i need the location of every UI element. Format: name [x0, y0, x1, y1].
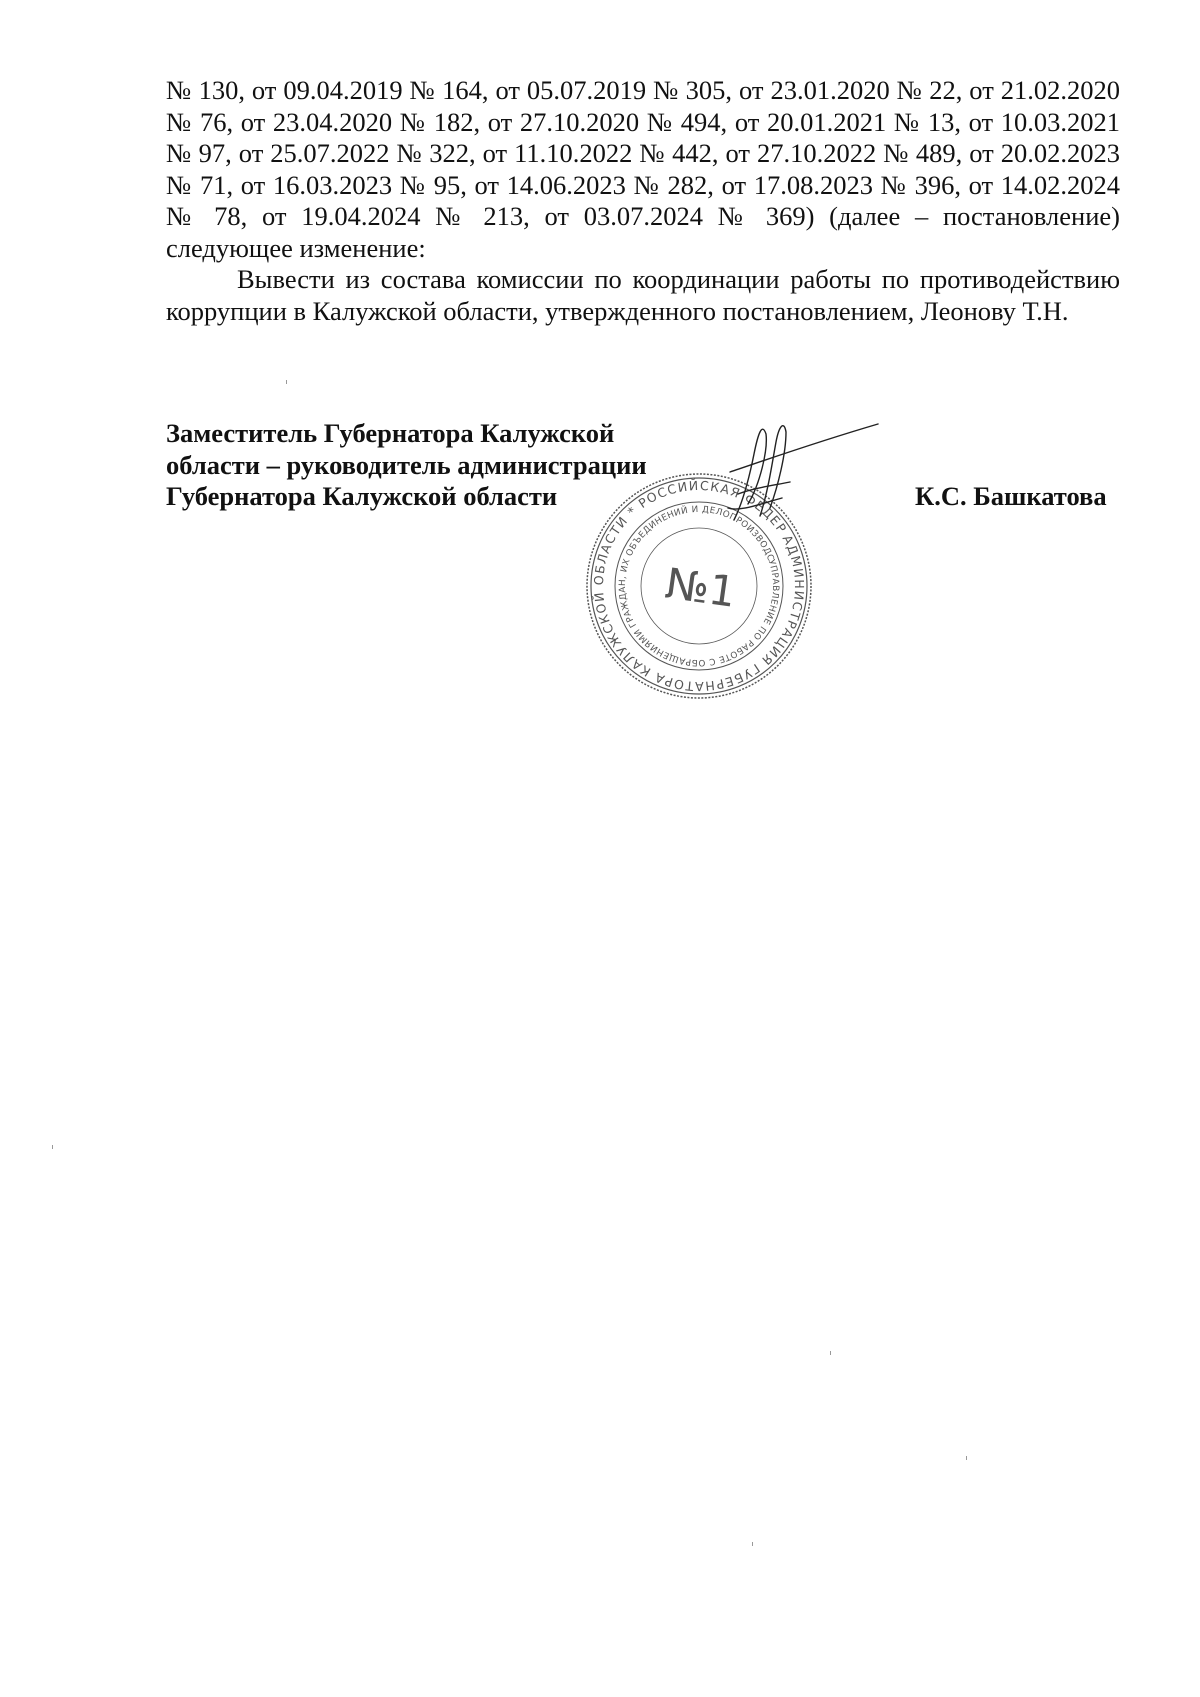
amendments-paragraph: [166, 75, 1120, 264]
stamp-number: №1: [662, 558, 740, 617]
signatory-name: К.С. Башкатова: [915, 481, 1107, 511]
stamp-inner-text: УПРАВЛЕНИЕ ПО РАБОТЕ С ОБРАЩЕНИЯМИ ГРАЖДАН, ИХ ОБЪЕДИНЕНИЙ И ДЕЛОПРОИЗВОДСТВУ: [617, 504, 781, 668]
position-line: Губернатора Калужской области: [166, 481, 558, 511]
document-body: [166, 75, 1120, 327]
scan-speck: [52, 1145, 53, 1149]
position-line: области – руководитель администрации: [166, 449, 647, 480]
amendments-line: № 130, от 09.04.2019 № 164, от 05.07.2019 № 305, от 23.01.2020 № 22, от 21.02.2020: [166, 75, 1120, 105]
stamp-outer-text: АДМИНИСТРАЦИЯ ГУБЕРНАТОРА КАЛУЖСКОЙ ОБЛАСТИ * РОССИЙСКАЯ ФЕДЕРАЦИЯ: [590, 477, 808, 695]
scan-speck: [286, 380, 287, 384]
signatory-position: [166, 418, 647, 513]
handwritten-signature: [720, 412, 880, 527]
amendments-line: № 78, от 19.04.2024 № 213, от 03.07.2024 № 369) (далее – постановление): [166, 201, 1120, 231]
amendments-line: № 76, от 23.04.2020 № 182, от 27.10.2020 № 494, от 20.01.2021 № 13, от 10.03.2021: [166, 106, 1120, 137]
scan-speck: [830, 1351, 831, 1355]
change-paragraph: Вывести из состава комиссии по координации работы по противодействию коррупции в Калужской области, утвержденного постановлением, Леонову Т.Н.: [166, 264, 1120, 326]
amendments-line: следующее изменение:: [166, 232, 426, 263]
position-line: Заместитель Губернатора Калужской: [166, 418, 615, 448]
scan-speck: [752, 1542, 753, 1546]
scan-speck: [966, 1456, 967, 1460]
amendments-line: № 97, от 25.07.2022 № 322, от 11.10.2022 № 442, от 27.10.2022 № 489, от 20.02.2023: [166, 138, 1120, 168]
amendments-line: № 71, от 16.03.2023 № 95, от 14.06.2023 № 282, от 17.08.2023 № 396, от 14.02.2024: [166, 169, 1120, 200]
